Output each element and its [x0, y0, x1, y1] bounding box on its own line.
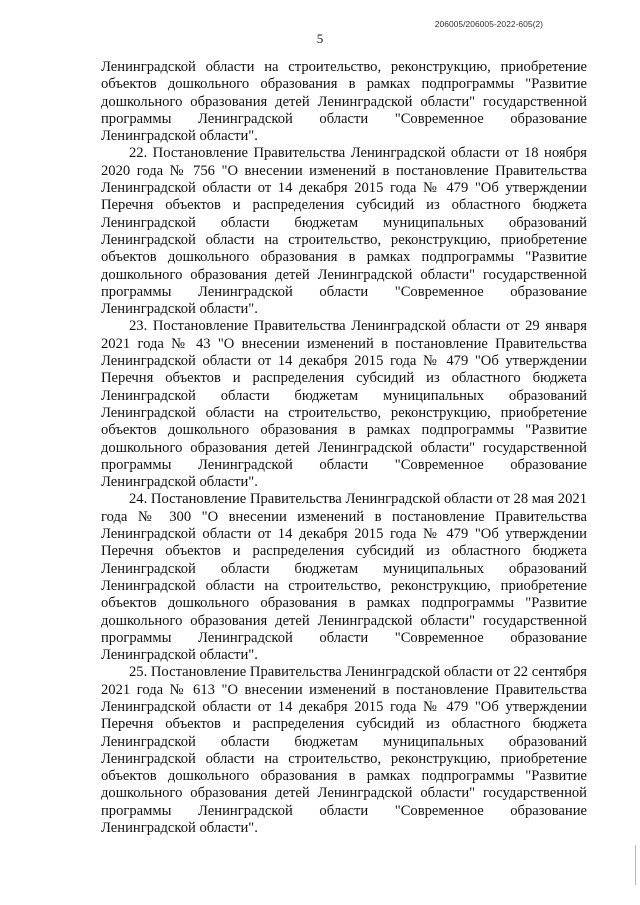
paragraph-item-24: 24. Постановление Правительства Ленинградской области от 28 мая 2021 года № 300 "О внесении изменений в постановление Правительства Ленинградской области от 14 декабря 2015 года № 479 "Об утверждении Перечня объектов и распределения субсидий из областного бюджета Ленинградской области бюджетам муниципальных образований Ленинградской области на строительство, реконструкцию, приобретение объектов дошкольного образования в рамках подпрограммы "Развитие дошкольного образования детей Ленинградской области" государственной программы Ленинградской области "Современное образование Ленинградской области".: [101, 491, 587, 664]
document-id: 206005/206005-2022-605(2): [434, 19, 543, 29]
paragraph-item-23: 23. Постановление Правительства Ленинградской области от 29 января 2021 года № 43 "О внесении изменений в постановление Правительства Ленинградской области от 14 декабря 2015 года № 479 "Об утверждении Перечня объектов и распределения субсидий из областного бюджета Ленинградской области бюджетам муниципальных образований Ленинградской области на строительство, реконструкцию, приобретение объектов дошкольного образования в рамках подпрограммы "Развитие дошкольного образования детей Ленинградской области" государственной программы Ленинградской области "Современное образование Ленинградской области".: [101, 318, 587, 491]
paragraph-continuation: Ленинградской области на строительство, реконструкцию, приобретение объектов дошкольного образования в рамках подпрограммы "Развитие дошкольного образования детей Ленинградской области" государственной программы Ленинградской области "Современное образование Ленинградской области".: [101, 59, 587, 145]
scan-edge-mark: [635, 845, 636, 885]
document-body: [101, 59, 587, 837]
page-number: 5: [316, 31, 324, 46]
paragraph-item-22: 22. Постановление Правительства Ленинградской области от 18 ноября 2020 года № 756 "О внесении изменений в постановление Правительства Ленинградской области от 14 декабря 2015 года № 479 "Об утверждении Перечня объектов и распределения субсидий из областного бюджета Ленинградской области бюджетам муниципальных образований Ленинградской области на строительство, реконструкцию, приобретение объектов дошкольного образования в рамках подпрограммы "Развитие дошкольного образования детей Ленинградской области" государственной программы Ленинградской области "Современное образование Ленинградской области".: [101, 145, 587, 318]
paragraph-item-25: 25. Постановление Правительства Ленинградской области от 22 сентября 2021 года № 613 "О внесении изменений в постановление Правительства Ленинградской области от 14 декабря 2015 года № 479 "Об утверждении Перечня объектов и распределения субсидий из областного бюджета Ленинградской области бюджетам муниципальных образований Ленинградской области на строительство, реконструкцию, приобретение объектов дошкольного образования в рамках подпрограммы "Развитие дошкольного образования детей Ленинградской области" государственной программы Ленинградской области "Современное образование Ленинградской области".: [101, 664, 587, 837]
